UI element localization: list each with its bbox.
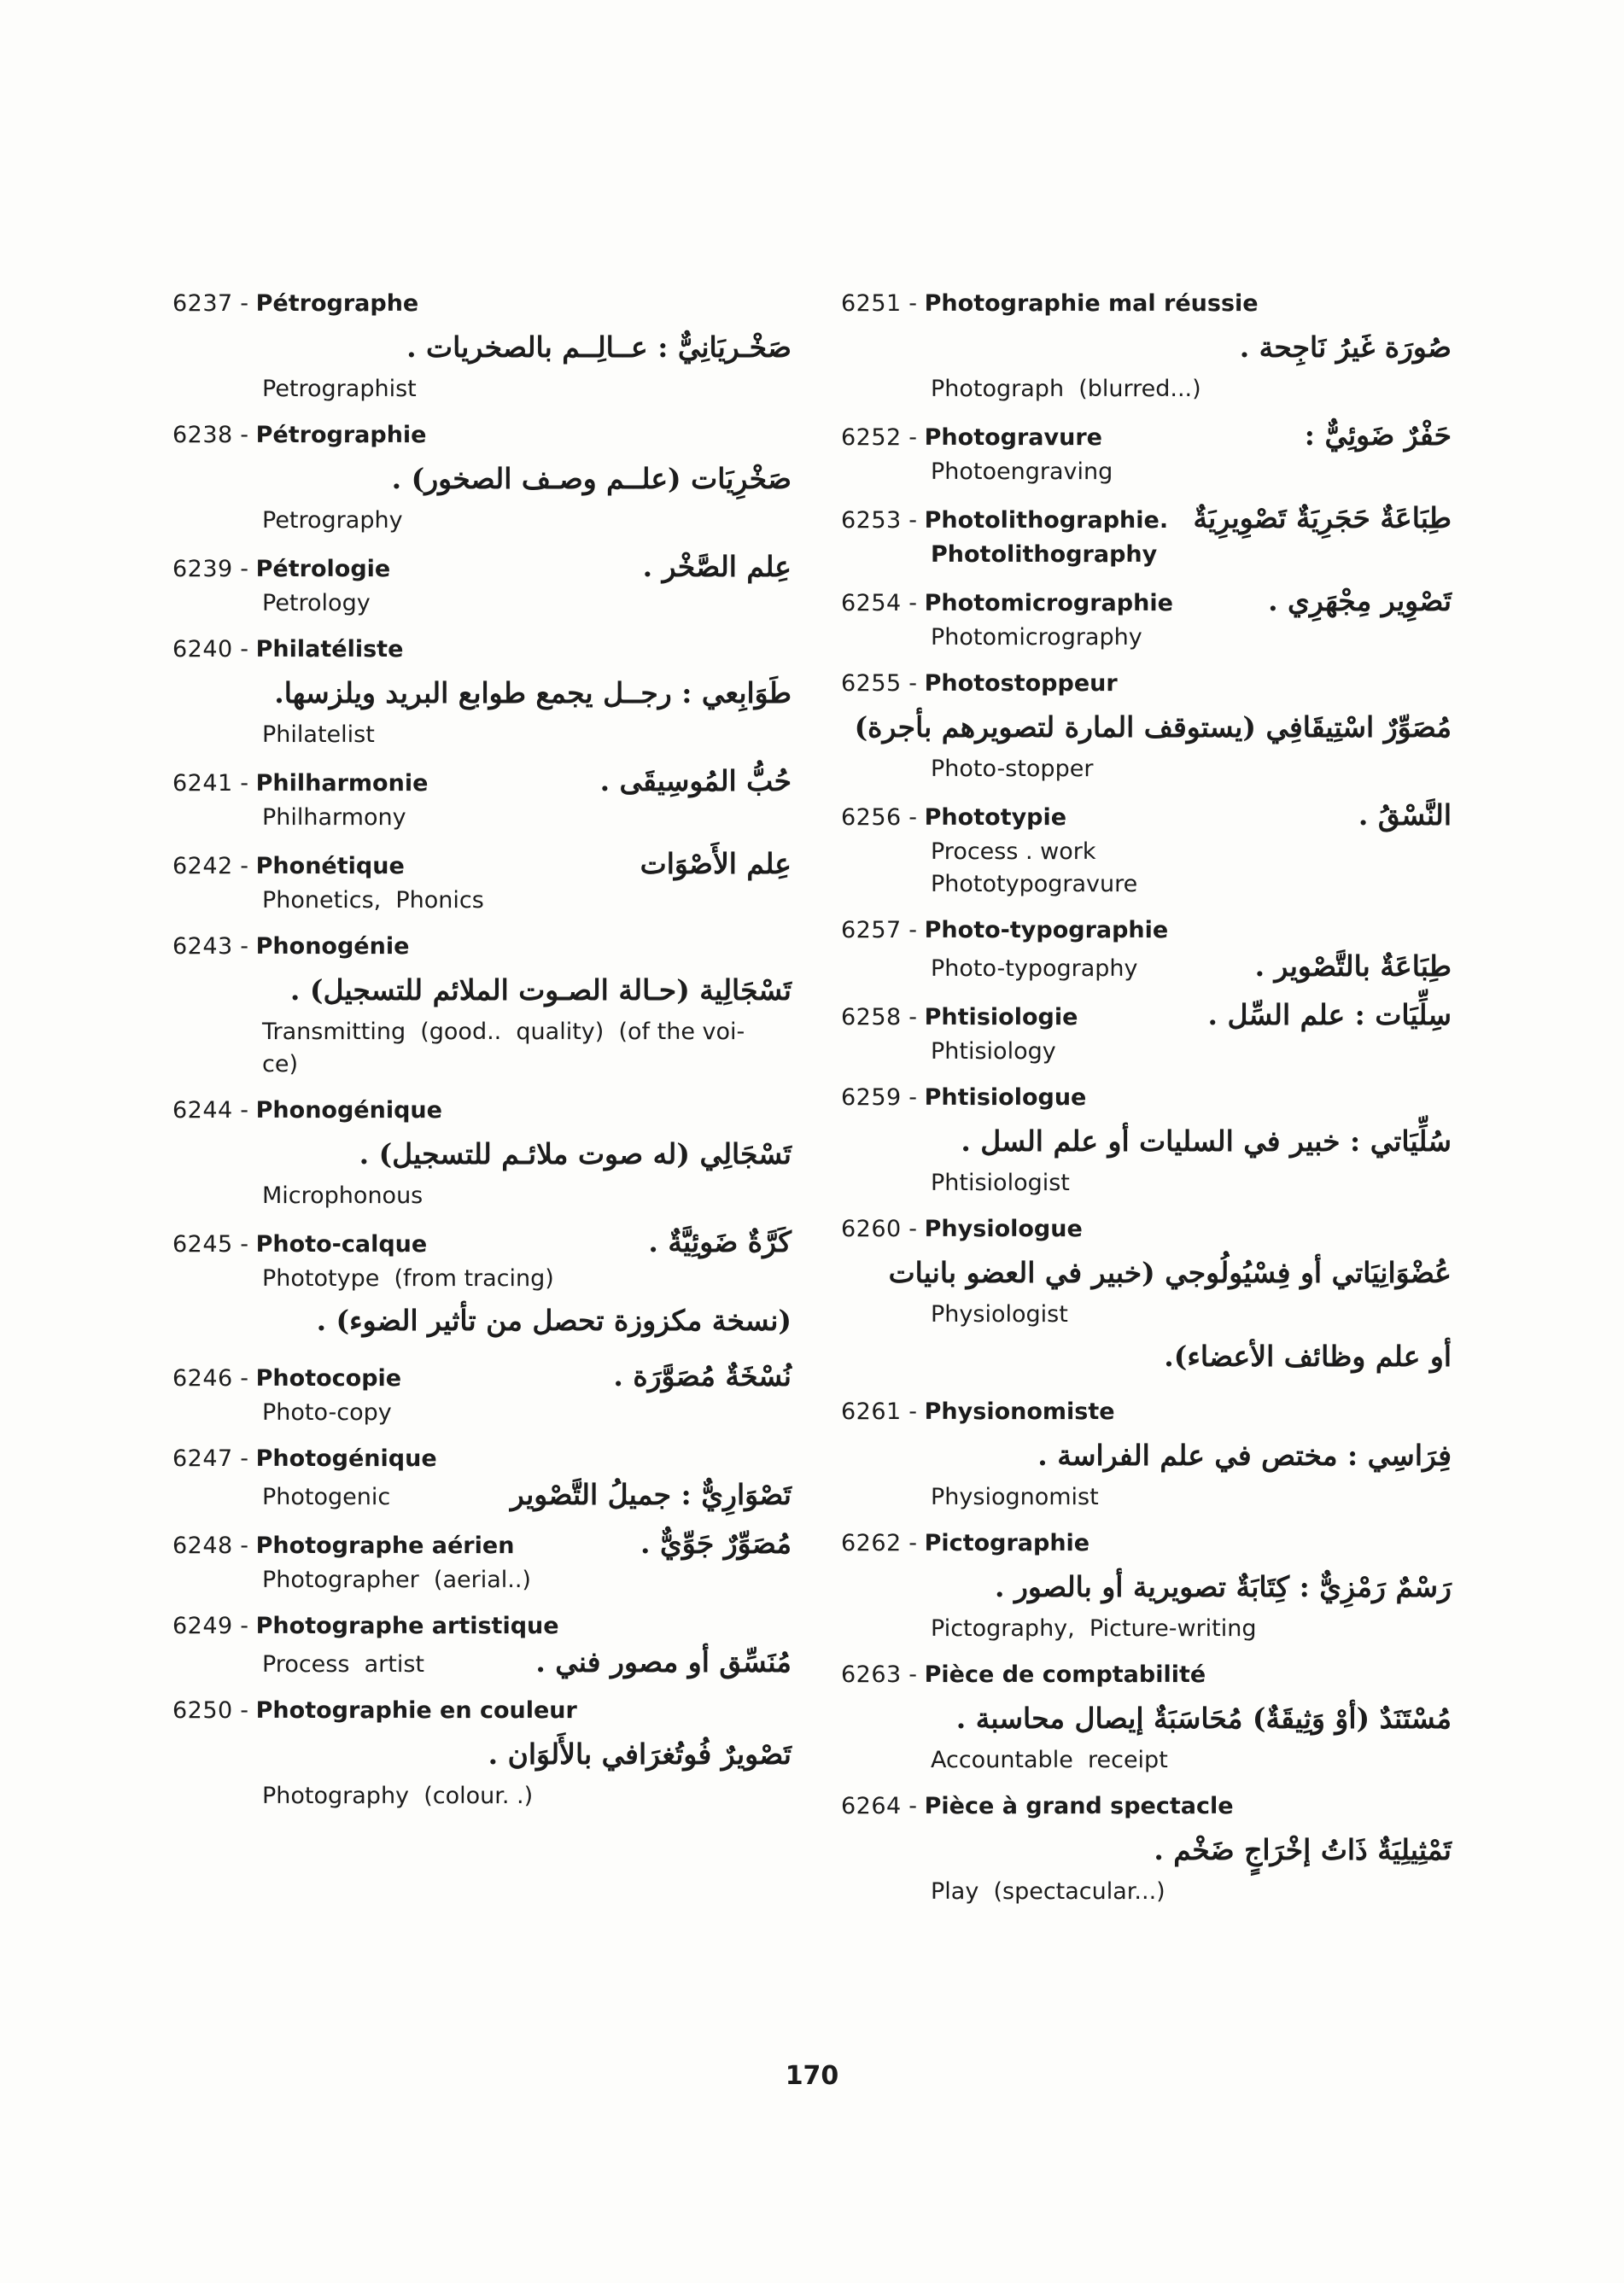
entry-head	[841, 1657, 1452, 1693]
dictionary-entry	[172, 1609, 792, 1693]
english-term: Photography (colour. .)	[262, 1783, 534, 1809]
entry-dash: -	[901, 1216, 925, 1242]
english-term: Philatelist	[262, 721, 375, 748]
french-term: Pictographie	[924, 1530, 1090, 1556]
entry-headword	[172, 849, 405, 885]
entry-spacer	[172, 1429, 792, 1441]
dictionary-entry	[172, 417, 792, 549]
arabic-term: مُسْتَنَدٌ (أوْ وَثِيقَةٌ) مُحَاسَبَةٌ إيصال محاسبة .	[955, 1702, 1452, 1735]
entry-number: 6256	[841, 804, 902, 831]
entry-head	[841, 1212, 1452, 1247]
entry-headword	[172, 552, 390, 587]
entry-dash: -	[901, 670, 925, 697]
entry-headword	[172, 929, 409, 965]
english-term: Phototype (from tracing)	[262, 1265, 554, 1292]
french-term: Photocopie	[255, 1365, 402, 1392]
entry-headword	[172, 1227, 427, 1263]
arabic-term: صَخْـريَانِيٌّ : عــالِــم بالصخريات .	[406, 330, 792, 364]
entry-head	[841, 913, 1452, 949]
entry-number: 6253	[841, 507, 902, 534]
french-term: Photo-typographie	[924, 917, 1169, 943]
entry-head	[841, 1394, 1452, 1430]
entry-number: 6240	[172, 636, 233, 663]
arabic-term: عِلم الصَّخْر .	[642, 550, 792, 583]
arabic-term: عِلم الأَصْوَات	[640, 847, 792, 880]
entry-dash: -	[901, 1004, 925, 1031]
english-term: Pictography, Picture-writing	[931, 1615, 1257, 1642]
english-term: ce)	[262, 1051, 298, 1077]
arabic-term: مُصَوِّرٌ جَوِّيٌّ .	[640, 1527, 792, 1560]
arabic-term: طِبَاعَةٌ حَجَرِيَةٌ تَصْوِيرِيَةٌ	[1193, 501, 1452, 534]
entry-number: 6254	[841, 590, 902, 616]
entry-headword	[841, 586, 1173, 622]
entry-dash: -	[232, 1445, 256, 1472]
left-column	[172, 286, 792, 1825]
french-term: Phtisiologue	[924, 1084, 1087, 1111]
english-term: Photogenic	[262, 1484, 391, 1510]
english-row	[841, 949, 1452, 985]
entry-number: 6247	[172, 1445, 233, 1472]
entry-number: 6255	[841, 670, 902, 697]
entry-head	[172, 1224, 792, 1263]
entry-spacer	[841, 1382, 1452, 1394]
entry-dash: -	[232, 1613, 256, 1639]
entry-head	[172, 1609, 792, 1644]
entry-dash: -	[901, 590, 925, 616]
entry-dash: -	[901, 1398, 925, 1425]
english-term: Physiognomist	[931, 1484, 1099, 1510]
french-term: Phototypie	[924, 804, 1067, 831]
entry-dash: -	[901, 290, 925, 317]
french-term: Pétrographie	[255, 422, 427, 448]
entry-dash: -	[232, 636, 256, 663]
entry-headword	[172, 1093, 442, 1129]
entry-dash: -	[232, 933, 256, 960]
entry-spacer	[841, 1777, 1452, 1789]
entry-spacer	[841, 654, 1452, 666]
entry-number: 6242	[172, 853, 233, 879]
entry-head	[841, 500, 1452, 539]
english-term: Phtisiologist	[931, 1170, 1070, 1196]
entry-number: 6238	[172, 422, 233, 448]
french-term: Philharmonie	[255, 770, 429, 797]
dictionary-entry	[172, 1224, 792, 1358]
entry-spacer	[841, 985, 1452, 997]
entry-dash: -	[901, 1661, 925, 1688]
english-term: Phototypogravure	[931, 871, 1138, 897]
dictionary-entry	[841, 286, 1452, 417]
english-term: Photolithography	[931, 541, 1158, 568]
english-term: Photograph (blurred...)	[931, 376, 1201, 402]
arabic-term: صَخْرِيَات (علــم وصـف الصخور) .	[391, 462, 792, 495]
page-number: 170	[785, 2061, 839, 2091]
french-term: Photostoppeur	[924, 670, 1118, 697]
entry-headword	[172, 1361, 401, 1397]
dictionary-entry	[841, 417, 1452, 500]
french-term: Photographe artistique	[255, 1613, 559, 1639]
entry-number: 6250	[172, 1697, 233, 1724]
french-term: Physiologue	[924, 1216, 1083, 1242]
english-term: Photographer (aerial..)	[262, 1567, 531, 1593]
dictionary-entry	[172, 1441, 792, 1526]
arabic-term: كَرَّةٌ ضَوئِيَّةٌ .	[648, 1225, 792, 1258]
entry-head	[841, 997, 1452, 1036]
entry-dash: -	[901, 424, 925, 451]
entry-headword	[841, 420, 1102, 456]
french-term: Photographe aérien	[255, 1533, 515, 1559]
entry-number: 6244	[172, 1097, 233, 1124]
french-term: Phtisiologie	[924, 1004, 1078, 1031]
entry-dash: -	[232, 290, 256, 317]
entry-number: 6243	[172, 933, 233, 960]
entry-spacer	[841, 1200, 1452, 1212]
entry-headword	[841, 1080, 1086, 1116]
french-term: Phonogénique	[255, 1097, 442, 1124]
english-term: Photo-copy	[262, 1399, 392, 1426]
french-term: Photographie mal réussie	[924, 290, 1259, 317]
entry-spacer	[841, 785, 1452, 797]
entry-head	[172, 417, 792, 453]
arabic-term: عُضْوَانِيَاتي أو فِسْيُولُوجي (خبير في العضو بانيات	[888, 1256, 1452, 1289]
entry-spacer	[172, 537, 792, 549]
arabic-gloss: أو علم وظائف الأعضاء).	[1164, 1340, 1452, 1373]
french-term: Photogénique	[255, 1445, 437, 1472]
english-term: Transmitting (good.. quality) (of the voi-	[262, 1019, 745, 1045]
entry-headword	[172, 417, 427, 453]
dictionary-entry	[172, 1526, 792, 1609]
entry-headword	[841, 1394, 1115, 1430]
arabic-term: مُنَسِّق أو مصور فني .	[535, 1645, 792, 1679]
entry-number: 6245	[172, 1231, 233, 1258]
entry-spacer	[841, 1908, 1452, 1920]
entry-spacer	[841, 1514, 1452, 1526]
arabic-term: تَصْوَارِيٌّ : جميلُ التَّصْوير	[510, 1478, 792, 1511]
entry-spacer	[841, 406, 1452, 417]
entry-headword	[841, 1789, 1234, 1825]
entry-head	[841, 286, 1452, 322]
arabic-term: تَصْوِير مِجْهَرِي .	[1268, 584, 1452, 617]
entry-spacer	[841, 1645, 1452, 1657]
english-term: Photomicrography	[931, 624, 1142, 651]
entry-spacer	[172, 751, 792, 763]
entry-headword	[172, 766, 428, 802]
french-term: Photo-calque	[255, 1231, 428, 1258]
dictionary-entry	[841, 1394, 1452, 1526]
entry-spacer	[172, 1597, 792, 1609]
english-term: Phonetics, Phonics	[262, 887, 484, 914]
french-term: Pétrographe	[255, 290, 419, 317]
entry-headword	[841, 1212, 1083, 1247]
entry-dash: -	[901, 1793, 925, 1819]
dictionary-entry	[841, 913, 1452, 997]
entry-spacer	[172, 834, 792, 846]
entry-spacer	[172, 1813, 792, 1825]
arabic-term: حَفْرٌ ضَوئِيٌّ :	[1304, 418, 1452, 452]
entry-spacer	[172, 406, 792, 417]
entry-number: 6257	[841, 917, 902, 943]
entry-number: 6260	[841, 1216, 902, 1242]
english-term: Play (spectacular...)	[931, 1878, 1165, 1905]
entry-spacer	[841, 571, 1452, 583]
entry-dash: -	[901, 804, 925, 831]
entry-spacer	[172, 1681, 792, 1693]
arabic-term: سُلِّيَاتي : خبير في السليات أو علم السل .	[961, 1124, 1452, 1158]
arabic-term: صُورَة غَيرُ نَاجِحة .	[1239, 330, 1452, 364]
entry-head	[841, 1789, 1452, 1825]
entry-headword	[172, 632, 403, 668]
english-term: Philharmony	[262, 804, 406, 831]
english-term: Photo-typography	[931, 955, 1138, 982]
french-term: Phonétique	[255, 853, 405, 879]
french-term: Photographie en couleur	[255, 1697, 577, 1724]
entry-headword	[841, 666, 1118, 702]
english-row	[172, 1477, 792, 1514]
entry-spacer	[172, 1212, 792, 1224]
dictionary-entry	[172, 1693, 792, 1825]
arabic-gloss: (نسخة مكزوزة تحصل من تأثير الضوء) .	[316, 1304, 792, 1337]
entry-dash: -	[232, 1365, 256, 1392]
entry-number: 6237	[172, 290, 233, 317]
entry-number: 6249	[172, 1613, 233, 1639]
entry-headword	[172, 286, 418, 322]
arabic-term: فِرَاسِي : مختص في علم الفراسة .	[1037, 1439, 1452, 1472]
dictionary-entry	[172, 1358, 792, 1441]
entry-head	[172, 929, 792, 965]
entry-dash: -	[901, 507, 925, 534]
entry-number: 6258	[841, 1004, 902, 1031]
french-term: Phonogénie	[255, 933, 410, 960]
right-column	[841, 286, 1452, 1920]
english-term: Process artist	[262, 1651, 424, 1678]
dictionary-entry	[172, 632, 792, 763]
entry-spacer	[172, 1514, 792, 1526]
entry-headword	[172, 1528, 514, 1564]
entry-dash: -	[901, 1084, 925, 1111]
entry-head	[172, 1526, 792, 1564]
entry-head	[841, 583, 1452, 622]
dictionary-entry	[841, 997, 1452, 1080]
french-term: Photomicrographie	[924, 590, 1173, 616]
english-term: Petrographist	[262, 376, 417, 402]
dictionary-entry	[841, 1212, 1452, 1394]
entry-number: 6239	[172, 556, 233, 582]
entry-head	[841, 666, 1452, 702]
arabic-term: تَصْويرٌ فُوتُغرَافي بالأَلوَان .	[488, 1737, 792, 1771]
entry-dash: -	[901, 917, 925, 943]
entry-head	[172, 1093, 792, 1129]
arabic-term: سِلِّيَات : علم السِّل .	[1207, 998, 1452, 1031]
entry-head	[841, 797, 1452, 836]
english-row	[172, 1644, 792, 1681]
entry-dash: -	[232, 1231, 256, 1258]
dictionary-entry	[172, 1093, 792, 1224]
entry-spacer	[172, 917, 792, 929]
english-term: Accountable receipt	[931, 1747, 1168, 1773]
arabic-term: النَّسْقُ .	[1358, 798, 1452, 832]
dictionary-entry	[841, 1789, 1452, 1920]
english-term: Photoengraving	[931, 458, 1113, 485]
entry-headword	[841, 503, 1168, 539]
french-term: Pièce de comptabilité	[924, 1661, 1206, 1688]
dictionary-entry	[172, 846, 792, 929]
english-term: Microphonous	[262, 1182, 424, 1209]
english-term: Physiologist	[931, 1301, 1068, 1328]
dictionary-entry	[172, 286, 792, 417]
dictionary-entry	[172, 549, 792, 632]
entry-dash: -	[232, 1097, 256, 1124]
entry-dash: -	[232, 556, 256, 582]
arabic-term: تَسْجَالِية (حـالة الصـوت الملائم للتسجيل) .	[289, 973, 792, 1007]
entry-dash: -	[232, 1697, 256, 1724]
entry-head	[172, 846, 792, 885]
entry-dash: -	[232, 1533, 256, 1559]
entry-number: 6248	[172, 1533, 233, 1559]
arabic-term: مُصَوِّرٌ اسْتِيقَافِي (يستوقف المارة لتصويرهم بأجرة)	[854, 710, 1452, 744]
english-term: Petrography	[262, 507, 403, 534]
english-term: Process . work	[931, 838, 1096, 865]
entry-head	[841, 417, 1452, 456]
dictionary-entry	[841, 797, 1452, 913]
french-term: Philatéliste	[255, 636, 404, 663]
entry-number: 6251	[841, 290, 902, 317]
entry-head	[172, 549, 792, 587]
arabic-term: رَسْمٌ رَمْزِيٌّ : كِتَابَةٌ تصويرية أو بالصور .	[994, 1570, 1452, 1603]
entry-headword	[841, 1526, 1089, 1562]
entry-dash: -	[901, 1530, 925, 1556]
entry-head	[841, 1526, 1452, 1562]
arabic-term: طَوَابِعي : رجــل يجمع طوابع البريد ويلزسها.	[274, 676, 792, 709]
entry-dash: -	[232, 770, 256, 797]
entry-number: 6259	[841, 1084, 902, 1111]
entry-number: 6263	[841, 1661, 902, 1688]
entry-spacer	[841, 1068, 1452, 1080]
dictionary-entry	[841, 583, 1452, 666]
entry-headword	[841, 800, 1066, 836]
entry-head	[172, 632, 792, 668]
entry-headword	[841, 913, 1168, 949]
entry-spacer	[841, 901, 1452, 913]
arabic-term: طِبَاعَةٌ بالتَّصْوير .	[1254, 949, 1452, 983]
entry-spacer	[841, 488, 1452, 500]
dictionary-entry	[841, 666, 1452, 797]
entry-spacer	[172, 620, 792, 632]
english-term: Phtisiology	[931, 1038, 1056, 1065]
dictionary-entry	[172, 929, 792, 1093]
entry-headword	[172, 1609, 559, 1644]
entry-number: 6264	[841, 1793, 902, 1819]
arabic-term: حُبُّ المُوسِيقَى .	[599, 764, 792, 797]
entry-spacer	[172, 1346, 792, 1358]
entry-head	[172, 286, 792, 322]
entry-number: 6252	[841, 424, 902, 451]
entry-spacer	[172, 1081, 792, 1093]
entry-head	[172, 1358, 792, 1397]
entry-number: 6246	[172, 1365, 233, 1392]
entry-headword	[841, 1657, 1206, 1693]
french-term: Pétrologie	[255, 556, 391, 582]
french-term: Pièce à grand spectacle	[924, 1793, 1234, 1819]
arabic-term: تَمْثِيلِيَةٌ ذَاتُ إخْرَاجٍ ضَخْم .	[1154, 1833, 1452, 1866]
entry-head	[172, 763, 792, 802]
dictionary-entry	[841, 1657, 1452, 1789]
entry-number: 6261	[841, 1398, 902, 1425]
entry-headword	[841, 286, 1259, 322]
dictionary-entry	[172, 763, 792, 846]
entry-headword	[172, 1693, 577, 1729]
entry-head	[172, 1693, 792, 1729]
french-term: Physionomiste	[924, 1398, 1115, 1425]
entry-head	[841, 1080, 1452, 1116]
english-term: Photo-stopper	[931, 756, 1094, 782]
arabic-term: تَسْجَالِي (له صوت ملائـم للتسجيل) .	[359, 1137, 792, 1171]
entry-head	[172, 1441, 792, 1477]
dictionary-entry	[841, 1526, 1452, 1657]
french-term: Photolithographie.	[924, 507, 1169, 534]
entry-dash: -	[232, 422, 256, 448]
english-term: Petrology	[262, 590, 371, 616]
french-term: Photogravure	[924, 424, 1102, 451]
dictionary-entry	[841, 1080, 1452, 1212]
entry-headword	[172, 1441, 437, 1477]
entry-dash: -	[232, 853, 256, 879]
entry-number: 6241	[172, 770, 233, 797]
dictionary-entry	[841, 500, 1452, 583]
arabic-term: نُسْخَةٌ مُصَوَّرَة .	[613, 1359, 792, 1393]
entry-headword	[841, 1000, 1078, 1036]
entry-number: 6262	[841, 1530, 902, 1556]
